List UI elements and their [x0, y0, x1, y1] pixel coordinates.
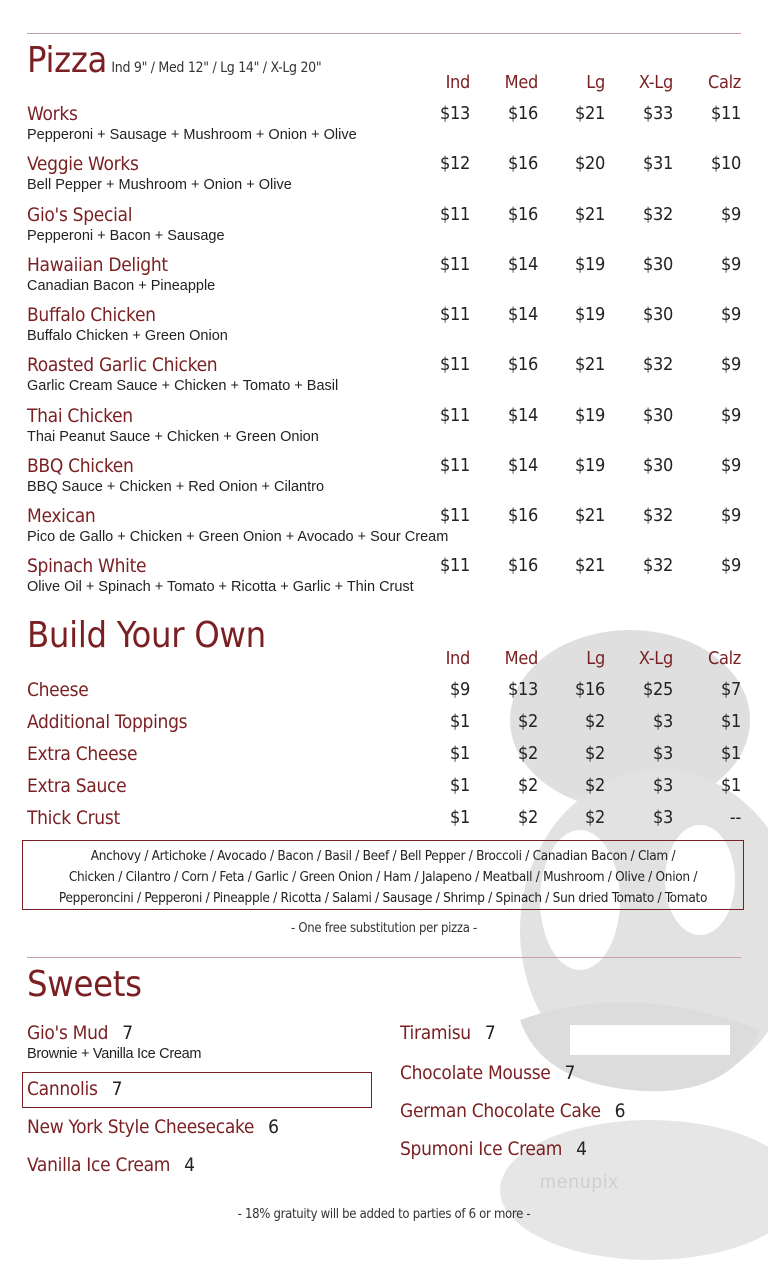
pizza-name: Hawaiian Delight — [27, 254, 168, 276]
byo-item — [27, 775, 741, 805]
toppings-line: Anchovy / Artichoke / Avocado / Bacon / Basil / Beef / Bell Pepper / Broccoli / Canadian Bacon / Clam / — [90, 848, 676, 864]
sweet-name: Gio's Mud — [27, 1022, 109, 1044]
price-xlg: $3 — [652, 743, 673, 764]
byo-name: Thick Crust — [27, 807, 120, 829]
byo-name: Extra Sauce — [27, 775, 127, 797]
sweet-item-german-cake — [400, 1100, 625, 1122]
price-lg: $19 — [574, 254, 605, 275]
pizza-title: Pizza — [27, 40, 108, 81]
col-calz: Calz — [707, 72, 741, 93]
price-lg: $21 — [574, 354, 605, 375]
price-med: $2 — [517, 711, 538, 732]
price-calz: $1 — [720, 711, 741, 732]
price-xlg: $3 — [652, 775, 673, 796]
sweet-price: 7 — [111, 1078, 123, 1100]
sweet-item-tiramisu — [400, 1022, 495, 1044]
pizza-desc: Buffalo Chicken + Green Onion — [27, 328, 228, 344]
byo-item — [27, 807, 741, 837]
price-lg: $21 — [574, 103, 605, 124]
byo-name: Additional Toppings — [27, 711, 188, 733]
byo-item — [27, 679, 741, 709]
sweet-price: 7 — [564, 1062, 576, 1084]
price-ind: $11 — [439, 254, 470, 275]
price-med: $16 — [507, 153, 538, 174]
sweet-price: 4 — [184, 1154, 195, 1176]
pizza-name: Gio's Special — [27, 204, 133, 226]
sweet-item-cannolis — [27, 1078, 122, 1100]
price-med: $14 — [507, 455, 538, 476]
price-calz: $9 — [720, 254, 741, 275]
sweet-name: Tiramisu — [400, 1022, 471, 1044]
price-ind: $13 — [439, 103, 470, 124]
pizza-name: Roasted Garlic Chicken — [27, 354, 218, 376]
price-calz: $11 — [710, 103, 741, 124]
col-med: Med — [504, 72, 538, 93]
col-xlg: X-Lg — [638, 648, 673, 669]
sweets-divider — [27, 957, 741, 958]
price-calz: $1 — [720, 775, 741, 796]
byo-name: Extra Cheese — [27, 743, 138, 765]
price-xlg: $30 — [642, 304, 673, 325]
pizza-item — [27, 254, 741, 304]
pizza-desc: Olive Oil + Spinach + Tomato + Ricotta + Garlic + Thin Crust — [27, 579, 414, 595]
pizza-name: Veggie Works — [27, 153, 139, 175]
price-calz: $9 — [720, 555, 741, 576]
price-lg: $21 — [574, 204, 605, 225]
sweet-name: New York Style Cheesecake — [27, 1116, 255, 1138]
sweet-name: Vanilla Ice Cream — [27, 1154, 171, 1176]
price-ind: $11 — [439, 455, 470, 476]
price-ind: $11 — [439, 204, 470, 225]
price-med: $14 — [507, 304, 538, 325]
price-lg: $2 — [584, 807, 605, 828]
byo-name: Cheese — [27, 679, 89, 701]
pizza-item — [27, 153, 741, 203]
price-xlg: $31 — [642, 153, 673, 174]
toppings-box — [22, 840, 744, 910]
price-calz: $9 — [720, 354, 741, 375]
sweet-name: German Chocolate Cake — [400, 1100, 601, 1122]
sweet-name: Spumoni Ice Cream — [400, 1138, 563, 1160]
price-med: $2 — [517, 775, 538, 796]
price-med: $14 — [507, 405, 538, 426]
price-ind: $1 — [449, 711, 470, 732]
price-ind: $1 — [449, 743, 470, 764]
sweet-desc: Brownie + Vanilla Ice Cream — [27, 1046, 202, 1062]
gratuity-note: - 18% gratuity will be added to parties of 6 or more - — [237, 1207, 531, 1222]
pizza-desc: Thai Peanut Sauce + Chicken + Green Onion — [27, 429, 319, 445]
byo-title: Build Your Own — [27, 615, 266, 656]
price-calz: $9 — [720, 204, 741, 225]
pizza-item — [27, 505, 741, 555]
price-ind: $1 — [449, 807, 470, 828]
col-lg: Lg — [586, 648, 605, 669]
sweet-item-vanilla — [27, 1154, 195, 1176]
pizza-name: Works — [27, 103, 78, 125]
price-med: $16 — [507, 555, 538, 576]
price-ind: $11 — [439, 405, 470, 426]
price-med: $16 — [507, 354, 538, 375]
pizza-item — [27, 103, 741, 153]
sweet-price: 6 — [268, 1116, 279, 1138]
price-lg: $2 — [584, 743, 605, 764]
price-ind: $12 — [439, 153, 470, 174]
col-ind: Ind — [445, 72, 470, 93]
price-lg: $16 — [574, 679, 605, 700]
sweet-item-mousse — [400, 1062, 575, 1084]
price-calz: $9 — [720, 505, 741, 526]
pizza-sizes-note: Ind 9" / Med 12" / Lg 14" / X-Lg 20" — [111, 60, 322, 76]
sweet-item-gios-mud — [27, 1022, 201, 1062]
price-lg: $2 — [584, 711, 605, 732]
toppings-line: Chicken / Cilantro / Corn / Feta / Garlic / Green Onion / Ham / Jalapeno / Meatball / Mushroom / Olive / Onion / — [68, 869, 698, 885]
pizza-name: Thai Chicken — [27, 405, 133, 427]
substitution-note: - One free substitution per pizza - — [291, 921, 477, 936]
price-calz: $9 — [720, 455, 741, 476]
pizza-item — [27, 304, 741, 354]
pizza-desc: Pepperoni + Bacon + Sausage — [27, 228, 225, 244]
pizza-desc: Bell Pepper + Mushroom + Onion + Olive — [27, 177, 292, 193]
price-xlg: $33 — [642, 103, 673, 124]
menupix-watermark: menupix — [540, 1172, 619, 1193]
price-calz: $7 — [720, 679, 741, 700]
price-med: $16 — [507, 103, 538, 124]
col-lg: Lg — [586, 72, 605, 93]
sweet-price: 6 — [614, 1100, 626, 1122]
price-med: $14 — [507, 254, 538, 275]
pizza-name: Spinach White — [27, 555, 147, 577]
pizza-desc: Garlic Cream Sauce + Chicken + Tomato + Basil — [27, 378, 339, 394]
price-med: $16 — [507, 505, 538, 526]
price-calz: $10 — [710, 153, 741, 174]
price-calz: $1 — [720, 743, 741, 764]
pizza-item — [27, 405, 741, 455]
pizza-item — [27, 555, 741, 605]
price-xlg: $32 — [642, 204, 673, 225]
pizza-desc: Canadian Bacon + Pineapple — [27, 278, 216, 294]
col-med: Med — [504, 648, 538, 669]
price-lg: $19 — [574, 455, 605, 476]
price-calz: $9 — [720, 304, 741, 325]
price-xlg: $30 — [642, 455, 673, 476]
price-med: $2 — [517, 743, 538, 764]
pizza-name: Mexican — [27, 505, 96, 527]
price-ind: $11 — [439, 354, 470, 375]
price-xlg: $32 — [642, 354, 673, 375]
pizza-name: BBQ Chicken — [27, 455, 134, 477]
price-med: $16 — [507, 204, 538, 225]
price-xlg: $32 — [642, 555, 673, 576]
price-med: $2 — [517, 807, 538, 828]
price-xlg: $25 — [642, 679, 673, 700]
toppings-line: Pepperoncini / Pepperoni / Pineapple / Ricotta / Salami / Sausage / Shrimp / Spinach / Sun dried Tomato / Tomato — [58, 890, 708, 906]
byo-item — [27, 711, 741, 741]
price-xlg: $30 — [642, 405, 673, 426]
pizza-desc: Pepperoni + Sausage + Mushroom + Onion + Olive — [27, 127, 357, 143]
col-calz: Calz — [707, 648, 741, 669]
sweet-name: Cannolis — [27, 1078, 98, 1100]
price-ind: $1 — [449, 775, 470, 796]
pizza-item — [27, 455, 741, 505]
sweet-price: 4 — [576, 1138, 587, 1160]
pizza-name: Buffalo Chicken — [27, 304, 156, 326]
price-ind: $11 — [439, 505, 470, 526]
price-lg: $19 — [574, 304, 605, 325]
price-med: $13 — [507, 679, 538, 700]
pizza-item — [27, 354, 741, 404]
price-ind: $9 — [449, 679, 470, 700]
price-calz: $9 — [720, 405, 741, 426]
top-divider — [27, 33, 741, 34]
price-xlg: $30 — [642, 254, 673, 275]
sweet-price: 7 — [122, 1022, 133, 1044]
col-xlg: X-Lg — [638, 72, 673, 93]
pizza-item — [27, 204, 741, 254]
byo-item — [27, 743, 741, 773]
price-lg: $21 — [574, 555, 605, 576]
price-ind: $11 — [439, 304, 470, 325]
sweet-item-spumoni — [400, 1138, 587, 1160]
pizza-section-header — [27, 40, 321, 81]
price-xlg: $3 — [652, 807, 673, 828]
price-ind: $11 — [439, 555, 470, 576]
price-lg: $21 — [574, 505, 605, 526]
price-lg: $20 — [574, 153, 605, 174]
price-lg: $2 — [584, 775, 605, 796]
price-xlg: $3 — [652, 711, 673, 732]
pizza-desc: Pico de Gallo + Chicken + Green Onion + Avocado + Sour Cream — [27, 529, 449, 545]
sweet-name: Chocolate Mousse — [400, 1062, 551, 1084]
price-xlg: $32 — [642, 505, 673, 526]
price-calz: -- — [729, 807, 741, 828]
sweet-price: 7 — [484, 1022, 496, 1044]
sweet-item-cheesecake — [27, 1116, 279, 1138]
col-ind: Ind — [445, 648, 470, 669]
price-lg: $19 — [574, 405, 605, 426]
sweets-title: Sweets — [27, 964, 142, 1005]
pizza-desc: BBQ Sauce + Chicken + Red Onion + Cilantro — [27, 479, 325, 495]
